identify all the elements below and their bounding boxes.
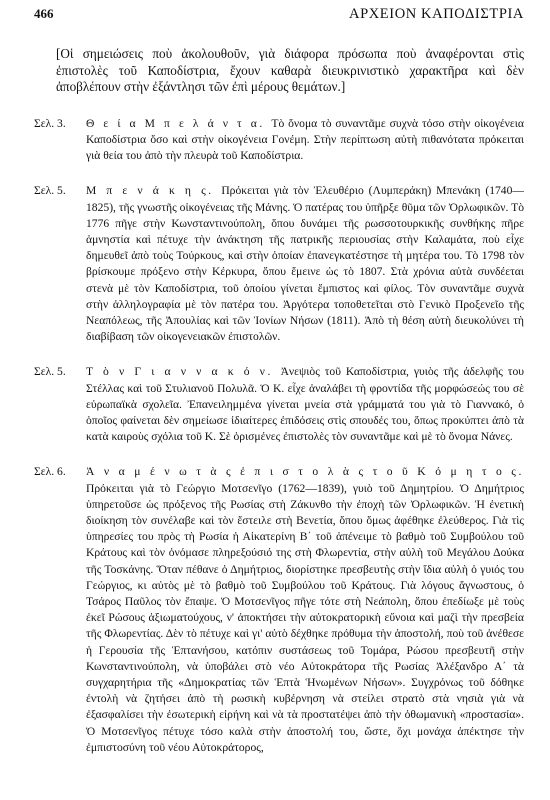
note-text	[86, 183, 524, 345]
note-entry	[34, 116, 524, 165]
note-heading: Θ ε ί α Μ π ε λ ά ν τ α.	[86, 116, 272, 130]
note-page-ref: Σελ. 6.	[34, 465, 66, 479]
page-number: 466	[34, 6, 54, 21]
note-entry	[34, 183, 524, 345]
note-page-ref: Σελ. 5.	[34, 365, 66, 379]
note-text	[86, 364, 524, 445]
note-entry	[34, 464, 524, 756]
note-entry	[34, 364, 524, 445]
page-header	[34, 6, 524, 32]
note-heading: Ἀ ν α μ έ ν ω τ ὰ ς ἐ π ι σ τ ο λ ὰ ς τ ο ῦ Κ ό μ η τ ο ς.	[86, 465, 524, 479]
notes-list	[34, 116, 524, 756]
note-heading: Μ π ε ν ά κ η ς.	[86, 184, 222, 198]
note-body: Πρόκειται γιὰ τὸν Ἐλευθέριο (Λυμπεράκη) Μπενάκη (1740—1825), τῆς γνωστῆς οἰκογένειας τῆς Μάνης. Ὁ πατέρας του ὑπῆρξε θῦμα τῶν Ὀρλωφικῶν. Τὸ 1776 πῆγε στὴν Κωνσταντινούπολη, ὅπου δυνάμει τῆς ρωσσοτουρκικῆς συνθήκης πῆρε ἀμνηστία καὶ πέτυχε τὴν ἀνάκτηση τῆς πατρικῆς περιουσίας στὴν Καλαμάτα, ποὺ εἶχε δημευθεῖ ἀπὸ τοὺς Τούρκους, καὶ στὴν ὁποίαν ἐπανεγκατέστησε τὴ μητέρα του. Τὸ 1798 τὸν βρίσκουμε πρόξενο στὴν Κέρκυρα, ὅπου ἔμεινε ὡς τὸ 1807. Στὰ χρόνια αὐτὰ συνδέεται στενὰ μὲ τὸν Καποδίστρια, τοῦ ὁποίου γίνεται ἔμπιστος καὶ φίλος. Τὸν συναντᾶμε συχνὰ στὴν ἀλληλογραφία μὲ τὸν πατέρα του. Ἀργότερα τοποθετεῖται στὸ Γενικὸ Προξενεῖο τῆς Νεαπόλεως, τῆς Ἀπουλίας καὶ τῶν Ἰονίων Νήσων (1811). Ἀπὸ τὴ θέση αὐτὴ διευκολύνει τὴ διαβίβαση τῶν οἰκογενειακῶν ἐπιστολῶν.	[86, 184, 524, 344]
note-body: Τὸ ὄνομα τὸ συναντᾶμε συχνὰ τόσο στὴν οἰκογένεια Καποδίστρια ὅσο καὶ στὴν οἰκογένεια Γονέμη. Στὴν περίπτωση αὐτὴ πιθανότατα πρόκειται γιὰ θεία του ἀπὸ τὴν πλευρὰ τοῦ Καποδίστρια.	[86, 116, 524, 163]
note-body: Πρόκειται γιὰ τὸ Γεώργιο Μοτσενῖγο (1762—1839), γυιὸ τοῦ Δημητρίου. Ὁ Δημήτριος ὑπηρετοῦσε ὡς πρόξενος τῆς Ρωσίας στὴ Ζάκυνθο τὴν ἐποχὴ τῶν Ὀρλωφικῶν. Ἡ ἐνετικὴ διοίκηση τὸν συνέλαβε καὶ τὸν ἔστειλε στὴ Βενετία, ὅπου ὅμως ἀφέθηκε ἐλεύθερος. Γιὰ τὶς ὑπηρεσίες του πρὸς τὴ Ρωσία ἡ Αἰκατερίνη Β΄ τοῦ ἀπένειμε τὸ βαθμὸ τοῦ Συμβούλου τοῦ Κράτους καὶ τὸν ὀνόμασε πληρεξούσιό της στὴ Φλωρεντία, στὴν αὐλὴ τοῦ Μεγάλου Δούκα τῆς Τοσκάνης. Ὅταν πέθανε ὁ Δημήτριος, διορίστηκε πρεσβευτὴς στὴν ἴδια αὐλὴ ὁ γυιός του Γεώργιος, κι αὐτὸς μὲ τὸ βαθμὸ τοῦ Συμβούλου τοῦ Κράτους. Γιὰ λόγους ἄγνωστους, ὁ Τσάρος Παῦλος τὸν ἔπαψε. Ὁ Μοτσενῖγος πῆγε τότε στὴ Νεάπολη, ὅπου ἐπεδίωξε μὲ τοὺς ἐκεῖ Ρώσους ἀξιωματούχους, ν' ἀποκτήσει τὴν αὐτοκρατορικὴ εὔνοια καὶ μαζὶ τὴν πρεσβεία τῆς Φλωρεντίας. Δὲν τὸ πέτυχε καὶ γι' αὐτὸ δέχθηκε πρόθυμα τὴν ἀποστολή, ποὺ τοῦ ἀνέθεσε ἡ Γερουσία τῆς Ἑπτανήσου, κατόπιν συστάσεως τοῦ Τομάρα, Ρώσου πρεσβευτῆ στὴν Κωνσταντινούπολη, νὰ ὑποβάλει στὸ νέο Αὐτοκράτορα τῆς Ρωσίας Ἀλέξανδρο Α΄ τὰ συγχαρητήρια τῆς «Δημοκρατίας τῶν Ἑπτὰ Ἡνωμένων Νήσων». Συγχρόνως τοῦ δόθηκε ἐντολὴ νὰ ζητήσει ἀπὸ τὴ ρωσικὴ κυβέρνηση νὰ στείλει στρατὸ στὰ νησιὰ γιὰ νὰ ἐξασφαλίσει τὴν ἐσωτερικὴ εἰρήνη καὶ νὰ τὰ προστατέψει ἀπὸ τὴν ὀθωμανικὴ «προστασία». Ὁ Μοτσενῖγος πέτυχε τόσο καλὰ στὴν ἀποστολή του, ὥστε, ὄχι μονάχα ἀπέκτησε τὴν ἐμπιστοσύνη τοῦ νέου Αὐτοκράτορος,	[86, 481, 524, 754]
running-title: ΑΡΧΕΙΟΝ ΚΑΠΟΔΙΣΤΡΙΑ	[349, 6, 524, 22]
note-page-ref: Σελ. 3.	[34, 116, 66, 130]
note-text	[86, 464, 524, 756]
note-body: Ἀνεψιὸς τοῦ Καποδίστρια, γυιὸς τῆς ἀδελφῆς του Στέλλας καὶ τοῦ Στυλιανοῦ Πολυλᾶ. Ὁ Κ. εἶχε ἀναλάβει τὴ φροντίδα τῆς μορφώσεώς του σὲ εὐρωπαϊκὰ σχολεῖα. Ἐπανειλημμένα γίνεται μνεία στὰ γράμματά του γιὰ τὸ Γιαννακό, ὁ ὁποῖος φαίνεται δὲν σημείωσε ἰδιαίτερες ἐπιδόσεις στὶς σπουδές του, ὅπως προκύπτει ἀπὸ τὰ κατὰ καιροὺς σχόλια τοῦ Κ. Σὲ ὁρισμένες ἐπιστολὲς τὸν συναντᾶμε καὶ μὲ τὸ ὄνομα Νάνες.	[86, 365, 524, 444]
intro-note: [Οἱ σημειώσεις ποὺ ἀκολουθοῦν, γιὰ διάφορα πρόσωπα ποὺ ἀναφέρονται στὶς ἐπιστολὲς τοῦ Καποδίστρια, ἔχουν καθαρὰ διευκρινιστικὸ χαρακτῆρα καὶ δὲν ἀποβλέπουν στὴν ἐξάντλησι τῶν ἐπὶ μέρους θεμάτων.]	[56, 46, 524, 95]
note-text	[86, 116, 524, 165]
note-page-ref: Σελ. 5.	[34, 184, 66, 198]
note-heading: Τ ὸ ν Γ ι α ν ν α κ ό ν.	[86, 365, 281, 379]
